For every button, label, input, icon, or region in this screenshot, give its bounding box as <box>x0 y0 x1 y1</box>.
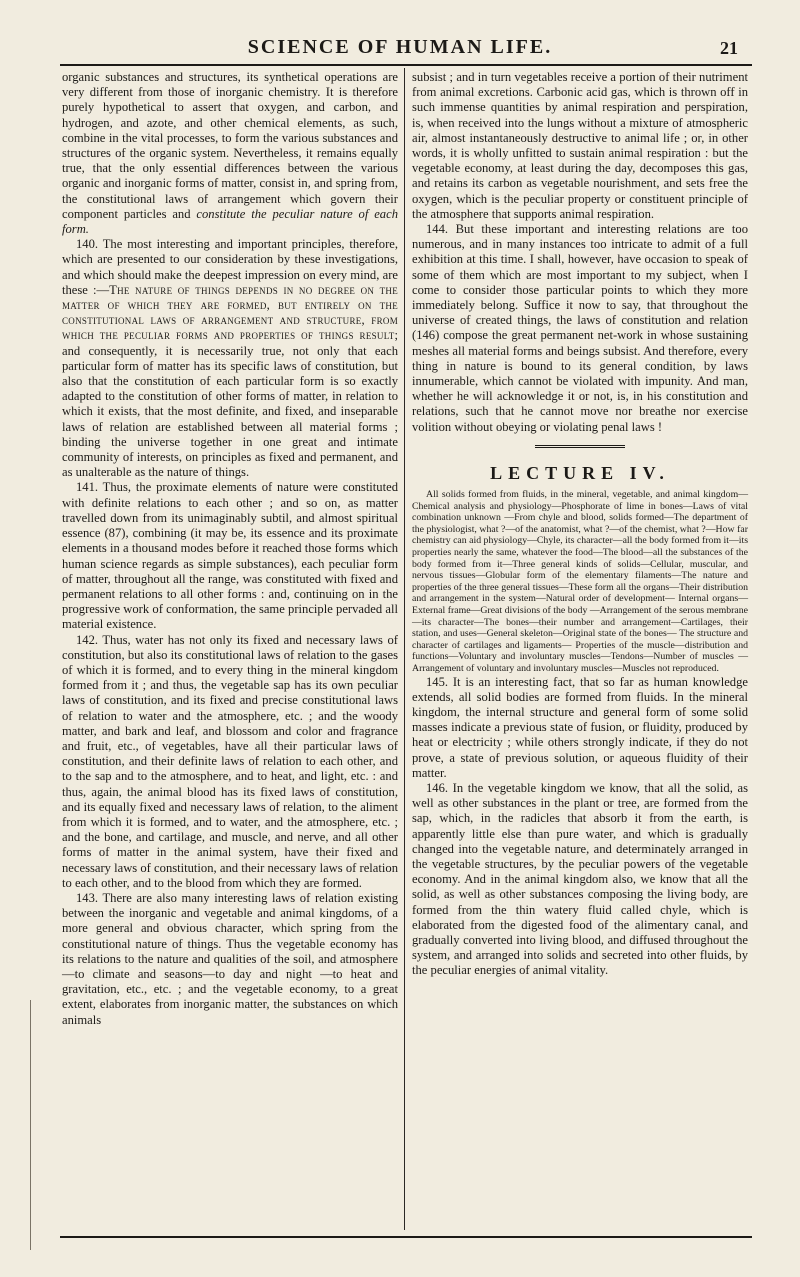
paragraph-text: ; and consequently, it is necessarily true, not only that each particular form of matter has its specific laws of constitution, but also that the constitution of each particular form is so exactly adapted to the constitution of other forms of matter, in relation to which it exists, that the most definite, and fixed, and inseparable laws of relation are established between all material forms ; binding the universe together in one great and intimate community of interests, on principles as fixed and permanent, and as unalterable as the nature of things. <box>62 328 398 480</box>
paragraph-141: 141. Thus, the proximate elements of nature were constituted with definite relations to each other ; and so on, as matter travelled down from its unimaginably subtil, and almost spiritual essence (87), combining (it may be, its essence and its proximate elements in a thousand modes before it reached those forms which human science regards as simple substances), each peculiar form of matter, throughout all the range, was constituted with fixed and permanent relations to all other forms : and, continuing on in the progressive work of conformation, the same principle pervaded all material existence. <box>62 480 398 632</box>
lecture-heading: LECTURE IV. <box>490 462 670 483</box>
paragraph-143: 143. There are also many interesting laws of relation existing between the inorganic and vegetable and animal kingdoms, of a more general and obvious character, which spring from the constitutional nature of things. Thus the vegetable economy has its relations to the nature and qualities of the soil, and atmosphere—to climate and seasons—to day and night —to heat and gravitation, etc., etc. ; and the vegetable economy, to a great extent, elaborates from inorganic matter, the substances on which animals <box>62 890 398 1027</box>
lecture-separator <box>535 445 625 448</box>
right-column <box>412 70 748 979</box>
binding-edge <box>30 1000 31 1250</box>
paragraph-146: 146. In the vegetable kingdom we know, that all the solid, as well as other substances in the plant or tree, are formed from the sap, which, in the radicles that absorb it from the earth, is apparently little else than pure water, and which is gradually changed into the vegetable nature, and determinately arranged in the vegetable structures, by the peculiar powers of the vegetable economy. And in the animal kingdom also, we know that all the solid, as well as other substances composing the living body, are formed from the thin watery fluid called chyle, which is elaborated from the digested food of the alimentary canal, and gradually converted into living blood, and diffused throughout the system, and arranged into solids and secreted into other fluids, by the peculiar energies of animal vitality. <box>412 781 748 978</box>
paragraph-144: 144. But these important and interesting relations are too numerous, and in many instances too intricate to admit of a full exhibition at this time. I shall, however, have occasion to speak of some of them which are most important to my subject, when I come to consider those particular points to which they more immediately belong. Suffice it now to say, that throughout the universe of created things, the laws of constitution and relation (146) compose the great permanent net-work in whose sustaining meshes all material forms and beings subsist. And therefore, every thing in nature is bound to its general condition, by laws innumerable, which cannot be violated with impunity. And man, whether he will acknowledge it or not, is, in his constitution and relations, such that he cannot move nor breathe nor exercise volition without obeying or violating penal laws ! <box>412 222 748 434</box>
column-divider <box>404 68 405 1230</box>
paragraph-145: 145. It is an interesting fact, that so far as human knowledge extends, all solid bodies are formed from fluids. In the mineral kingdom, the internal structure and general form of some solid masses indicate a previous state of fusion, or fluidity, produced by heat or electricity ; while others strongly indicate, if they do not prove, a state of previous solution, or aqueous fluidity of their matter. <box>412 674 748 780</box>
italic-phrase: constitute the peculiar nature of each form. <box>62 206 398 237</box>
lecture-summary: All solids formed from fluids, in the mineral, vegetable, and animal kingdom—Chemical analysis and physiology—Phosphorate of lime in bones—Laws of vital combination unknown —From chyle and blood, solids formed—The department of the physiologist, what ?—of the anatomist, what ?—of the chemist, what ?—How far chemistry can aid physiology—Chyle, its character—all the body formed from it—its properties nearly the same, whatever the food—The blood—all the substances of the body formed from it—Three general kinds of solids—Cellular, muscular, and nervous tissues—Globular form of the elementary filaments—The nature and properties of the three general tissues—These form all the organs—Their distribution and arrangement in the system—Natural order of development— Internal organs—External frame—Great divisions of the body —Arrangement of the serous membrane—its character—The bones—their number and arrangement—Cartilages, their station, and uses—General skeleton—Original state of the bones— The structure and character of cartilages and ligaments— Properties of the muscle—distribution and functions—Voluntary and involuntary muscles—Tendons—Number of muscles —Arrangement of voluntary and involuntary muscles—Muscles not reproduced. <box>412 489 749 674</box>
page-number: 21 <box>720 38 738 58</box>
header-rule <box>60 64 752 66</box>
small-caps-principle: The nature of things depends in no degree on the matter of which they are formed, but entirely on the constitutional laws of arrangement and structure, from which the peculiar forms and properties of things result <box>62 282 399 343</box>
running-header <box>0 0 800 64</box>
footer-rule <box>60 1236 752 1238</box>
paragraph-continuation <box>62 70 398 237</box>
running-title: SCIENCE OF HUMAN LIFE. <box>247 36 553 58</box>
left-column <box>62 70 398 1028</box>
paragraph-142: 142. Thus, water has not only its fixed and necessary laws of constitution, but also its constitutional laws of relation to the gases of which it is formed, and to every thing in the mineral kingdom formed from it ; and thus, the vegetable sap has its own peculiar laws of constitution, and its fixed and precise constitutional laws of relation to water and the atmosphere, etc. ; and the woody matter, and bark and leaf, and blossom and color and fragrance and fruit, etc., of vegetables, have all their particular laws of constitution, and their definite laws of relation to each other, and to the sap and to the atmosphere, and to heat, and light, etc. : and thus, again, the animal blood has its fixed laws of constitution, and its equally fixed and necessary laws of relation, to the aliment from which it is formed, and to water, and the atmosphere, etc. ; and the bone, and cartilage, and muscle, and nerve, and all other forms of matter in the animal system, have their fixed and necessary laws of constitution, and their necessary laws of relation to each other, and to the blood from which they are formed. <box>62 632 398 890</box>
paragraph-140 <box>62 237 398 480</box>
paragraph-text: organic substances and structures, its synthetical operations are very different from those of inorganic chemistry. It is therefore purely hypothetical to assert that oxygen, and carbon, and hydrogen, and azote, and other chemical elements, as such, combine in the vital processes, to form the various substances and structures of the organic system. Nevertheless, it remains equally true, that the only essential differences between the various organic and inorganic forms of matter, consist in, and spring from, the constitutional laws of arrangement which govern their component particles and <box>62 70 398 221</box>
paragraph-continuation: subsist ; and in turn vegetables receive a portion of their nutriment from animal excretions. Carbonic acid gas, which is thrown off in such immense quantities by animal respiration and perspiration, is, when received into the lungs without a mixture of atmospheric air, almost instantaneously destructive to animal life ; or, in other words, it is wholly unfitted to sustain animal respiration : but the vegetable economy, at least during the day, decomposes this gas, and retains its carbon as vegetable nourishment, and sets free the oxygen, which is the peculiar property or constituent principle of the atmosphere that supports animal respiration. <box>412 70 748 221</box>
paragraph-text: 140. The most interesting and important principles, therefore, which are presented to our consideration by these investigations, and which should make the deepest impression on every mind, are these :— <box>62 237 398 297</box>
